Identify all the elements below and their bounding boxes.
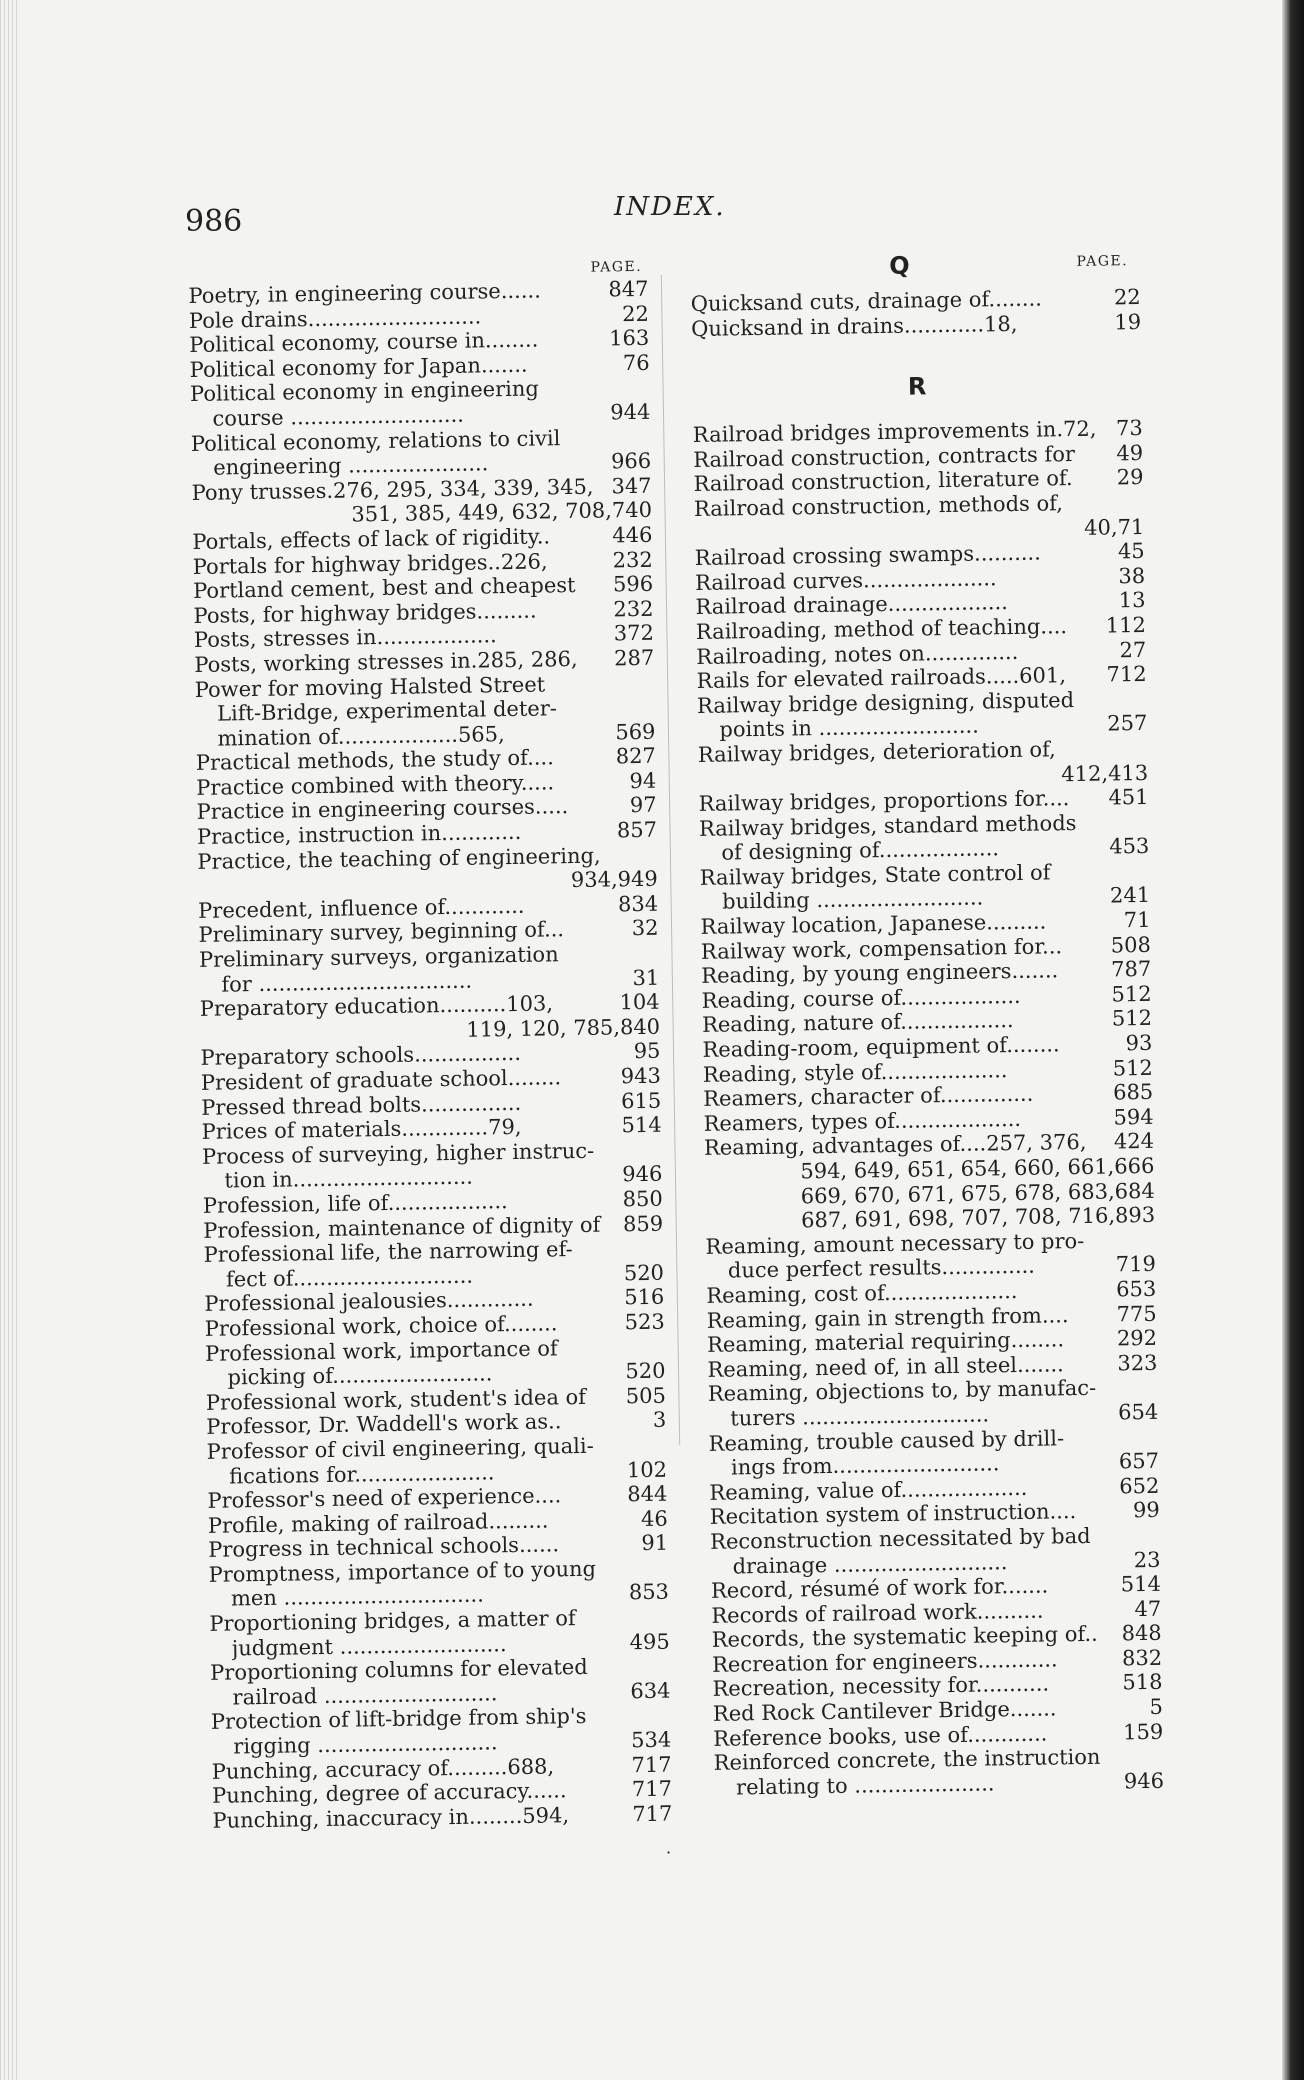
section-letter-q: Q <box>889 251 912 280</box>
index-entry-page: 22 <box>621 301 650 326</box>
index-entry-text: of designing of.................. <box>721 836 1000 865</box>
index-entry-text: points in ........................ <box>719 713 979 742</box>
index-entry-text: Reamers, types of................... <box>703 1106 1022 1136</box>
index-entry-text: Recreation, necessity for........... <box>712 1672 1050 1702</box>
index-entry-page: 159 <box>1122 1719 1164 1745</box>
index-entry-text: 351, 385, 449, 632, 708, <box>351 498 613 527</box>
index-entry-text: Railroad bridges improvements in.72, <box>692 416 1097 448</box>
index-entry-page: 946 <box>622 1162 663 1187</box>
index-entry-page: 946 <box>1123 1768 1165 1794</box>
index-entry-text: Railroad curves.................... <box>694 565 997 595</box>
index-entry-text: Railway bridges, proportions for.... <box>698 786 1070 817</box>
book-spine-shadow <box>1282 0 1304 2080</box>
index-entry-text: Practice, instruction in............ <box>196 819 522 849</box>
index-entry-page: 76 <box>622 350 650 375</box>
index-entry-text: Railroad construction, contracts for <box>693 441 1076 472</box>
index-entry-page: 893 <box>1114 1203 1156 1228</box>
index-entry-page: 685 <box>1112 1080 1154 1105</box>
index-entry-page: 47 <box>1134 1596 1162 1621</box>
index-entry-page: 654 <box>1117 1399 1159 1425</box>
index-entry-text: Prices of materials.............79, <box>201 1115 522 1145</box>
index-entry-page: 516 <box>624 1284 665 1310</box>
index-entry-page: 32 <box>631 916 659 941</box>
index-entry-text: Proportioning bridges, a matter of <box>209 1606 576 1636</box>
index-entry-page: 684 <box>1114 1178 1155 1204</box>
index-entry-text: 594, 649, 651, 654, 660, 661, <box>800 1154 1115 1184</box>
index-entry-page: 91 <box>641 1530 669 1556</box>
index-entry-page: 740 <box>611 498 653 523</box>
index-entry-page: 634 <box>630 1678 671 1704</box>
index-entry-text: Proportioning columns for elevated <box>209 1655 588 1686</box>
running-head: INDEX. <box>614 192 726 222</box>
index-entry-page: 859 <box>622 1211 664 1236</box>
index-entry-page: 241 <box>1109 883 1151 908</box>
index-entry-text: President of graduate school........ <box>200 1065 562 1095</box>
index-entry-text: Recreation for engineers............ <box>711 1647 1058 1677</box>
index-entry-page: 853 <box>628 1580 670 1605</box>
index-entry-text: Practice, the teaching of engineering, <box>197 843 601 874</box>
index-entry-text: Reaming, gain in strength from.... <box>706 1302 1069 1333</box>
index-entry-page: 347 <box>611 473 652 499</box>
index-entry-text: Railway bridges, standard methods <box>698 810 1077 841</box>
index-entry-text: Reaming, trouble caused by drill- <box>708 1425 1065 1456</box>
index-entry-text: Pole drains.......................... <box>188 303 482 333</box>
index-entry-text: Professor, Dr. Waddell's work as.. <box>206 1409 562 1440</box>
index-entry-page: 534 <box>630 1727 672 1753</box>
index-entry-page: 857 <box>616 817 658 843</box>
index-entry-text: Railroad crossing swamps.......... <box>694 540 1041 571</box>
index-entry-page: 717 <box>631 1752 672 1777</box>
index-entry-list-r <box>693 416 1165 1800</box>
index-entry-page: 834 <box>617 891 659 917</box>
index-entry-page: 73 <box>1115 416 1143 441</box>
index-entry-text: Profession, maintenance of dignity of <box>203 1212 601 1243</box>
index-entry-text: Precedent, influence of............ <box>198 893 525 923</box>
index-entry-text: Reamers, character of.............. <box>703 1081 1034 1112</box>
index-entry-page: 112 <box>1105 612 1147 638</box>
index-entry-page: 827 <box>615 743 657 769</box>
index-entry-text: Quicksand cuts, drainage of........ <box>690 286 1043 316</box>
index-entry-page: 71 <box>1117 514 1145 539</box>
index-entry-page: 95 <box>633 1039 661 1064</box>
index-entry-text: fect of........................... <box>225 1263 474 1292</box>
index-entry-page: 257 <box>1107 711 1148 736</box>
index-entry-text: Recitation system of instruction.... <box>709 1499 1077 1530</box>
index-entry-page: 102 <box>626 1457 668 1482</box>
index-entry-text: Railway work, compensation for... <box>700 933 1063 964</box>
section-letter-r: R <box>907 372 927 401</box>
index-entry-text: Reference books, use of............ <box>713 1721 1048 1751</box>
index-entry-page: 844 <box>627 1481 668 1507</box>
index-entry-text: Process of surveying, higher instruc- <box>201 1138 595 1169</box>
index-entry-text: Portals for highway bridges..226, <box>192 548 548 579</box>
index-entry-text: picking of........................ <box>227 1361 493 1390</box>
index-entry-page: 569 <box>615 719 656 745</box>
index-entry-text: tion in........................... <box>224 1165 474 1193</box>
index-entry-page: 520 <box>623 1260 665 1286</box>
index-entry-page: 523 <box>624 1309 665 1335</box>
index-entry-page: 943 <box>620 1063 662 1089</box>
index-entry-text: Political economy in engineering <box>189 376 540 407</box>
index-entry-text: Railroad drainage.................. <box>695 590 1009 620</box>
index-entry-page: 949 <box>617 866 658 892</box>
index-entry-page: 5 <box>1149 1694 1164 1720</box>
index-entry-text: 934, <box>570 867 618 893</box>
index-entry-text: Record, résumé of work for....... <box>710 1573 1049 1603</box>
index-entry-text: Portland cement, best and cheapest <box>192 573 576 604</box>
index-entry-text: Reconstruction necessitated by bad <box>710 1523 1091 1554</box>
index-entry-page: 49 <box>1116 440 1144 466</box>
index-entry-page: 27 <box>1119 637 1147 662</box>
index-entry-text: mination of..................565, <box>217 721 505 751</box>
index-entry-page: 944 <box>610 399 651 425</box>
index-entry-text: Professional work, importance of <box>204 1335 558 1366</box>
index-entry-text: Reaming, value of................... <box>709 1475 1028 1505</box>
index-entry-page: 71 <box>1123 907 1151 933</box>
index-entry-page: 453 <box>1109 834 1150 859</box>
page-column-heading-label: PAGE. <box>1076 253 1129 270</box>
index-entry-page: 518 <box>1122 1670 1163 1695</box>
index-entry-page: 45 <box>1117 539 1145 564</box>
index-entry-page: 99 <box>1132 1498 1160 1523</box>
index-entry-text: Reinforced concrete, the instruction <box>713 1744 1101 1776</box>
index-entry-page: 22 <box>1113 284 1141 310</box>
index-entry-text: 669, 670, 671, 675, 678, 683, <box>800 1179 1115 1208</box>
index-entry-text: Preliminary surveys, organization <box>198 942 559 972</box>
index-entry-text: Railroad construction, methods of, <box>693 491 1064 521</box>
index-entry-text: Preliminary survey, beginning of... <box>198 917 565 948</box>
index-entry-page: 848 <box>1121 1621 1162 1646</box>
index-entry-text: Poetry, in engineering course...... <box>188 278 541 308</box>
index-entry-page: 38 <box>1118 563 1146 589</box>
index-entry-text: relating to ..................... <box>735 1771 995 1800</box>
index-entry-text: Lift-Bridge, experimental deter- <box>216 696 558 726</box>
index-entry-page: 514 <box>1120 1571 1162 1597</box>
index-entry-page: 512 <box>1112 1055 1153 1081</box>
index-entry-text: rigging ........................... <box>233 1730 498 1759</box>
index-entry-text: ings from......................... <box>730 1451 1000 1480</box>
index-entry-page: 847 <box>608 276 649 302</box>
index-entry-text: 412, <box>1061 760 1109 786</box>
index-entry-page: 652 <box>1119 1473 1160 1499</box>
index-entry-list-q <box>691 285 1142 341</box>
index-entry-text: Pressed thread bolts............... <box>201 1090 522 1120</box>
index-entry-page: 717 <box>631 1776 673 1802</box>
index-entry-text: Reading, by young engineers....... <box>701 958 1059 989</box>
index-entry-page: 292 <box>1116 1325 1158 1351</box>
index-entry-text: Reaming, need of, in all steel....... <box>707 1352 1064 1382</box>
index-entry-page: 508 <box>1110 932 1152 958</box>
index-entry-text: Reading, style of................... <box>702 1057 1008 1087</box>
index-entry-page: 966 <box>610 448 652 474</box>
index-entry-text: Railway bridge designing, disputed <box>696 687 1075 718</box>
index-entry-page: 413 <box>1107 760 1149 785</box>
index-entry-page: 657 <box>1118 1448 1160 1474</box>
index-entry-text: duce perfect results.............. <box>727 1254 1036 1283</box>
index-entry-text: Records of railroad work.......... <box>711 1598 1044 1628</box>
index-entry-page: 495 <box>629 1629 670 1654</box>
page-edge-lines <box>0 0 18 2080</box>
index-entry-page: 451 <box>1108 784 1149 810</box>
index-entry-text: Reading, course of.................. <box>701 983 1021 1013</box>
index-entry-text: Railroading, notes on.............. <box>696 639 1019 669</box>
index-entry-text: 40, <box>1083 514 1118 540</box>
index-column-right <box>690 249 1164 1800</box>
index-entry-page: 719 <box>1115 1252 1157 1277</box>
index-entry-list <box>188 277 672 1833</box>
index-entry-text: Railway bridges, deterioration of, <box>697 737 1056 767</box>
index-entry-page: 46 <box>640 1506 668 1531</box>
index-entry-page: 520 <box>625 1358 666 1384</box>
index-entry-page: 31 <box>632 965 660 990</box>
index-entry-text: Records, the systematic keeping of.. <box>711 1622 1098 1653</box>
index-entry-text: judgment ......................... <box>231 1631 507 1661</box>
index-entry-page: 514 <box>621 1112 662 1138</box>
index-entry-text: Political economy, course in........ <box>189 327 539 358</box>
index-entry-page: 832 <box>1121 1645 1163 1671</box>
index-entry-text: Professional work, student's idea of <box>205 1384 587 1415</box>
index-entry-text: Professional life, the narrowing ef- <box>203 1237 573 1268</box>
index-entry-text: Profile, making of railroad......... <box>207 1508 549 1538</box>
index-entry-page: 594 <box>1113 1104 1154 1130</box>
index-entry-page: 505 <box>625 1383 667 1408</box>
index-entry-text: Promptness, importance of to young <box>208 1556 597 1587</box>
index-entry-text: Posts, for highway bridges......... <box>193 598 537 628</box>
index-entry-page: 94 <box>629 768 657 794</box>
index-entry-page: 712 <box>1106 662 1147 687</box>
index-entry-page: 29 <box>1116 465 1144 490</box>
index-entry-text: Reaming, amount necessary to pro- <box>705 1228 1085 1259</box>
index-entry-text: fications for..................... <box>228 1459 495 1489</box>
index-entry-text: Railway location, Japanese......... <box>700 909 1047 939</box>
page-column-heading <box>690 249 1140 278</box>
index-entry-page: 775 <box>1116 1301 1157 1326</box>
index-entry-page: 104 <box>619 989 660 1015</box>
index-entry-text: Reaming, advantages of....257, 376, <box>703 1130 1087 1161</box>
index-entry-text: Railroading, method of teaching.... <box>695 614 1068 644</box>
index-entry-text: for ................................ <box>221 968 473 997</box>
index-column-left <box>188 255 673 1833</box>
index-entry-text: 687, 691, 698, 707, 708, 716, <box>800 1203 1116 1233</box>
index-entry-text: Political economy for Japan....... <box>189 352 528 382</box>
index-entry-page: 97 <box>629 793 657 818</box>
index-entry-text: building ......................... <box>721 885 984 915</box>
index-entry-text: Protection of lift-bridge from ship's <box>210 1704 587 1735</box>
index-entry-page: 232 <box>612 547 653 572</box>
index-entry-text: Reaming, objections to, by manufac- <box>707 1376 1097 1407</box>
index-entry-text: Practical methods, the study of.... <box>195 745 554 776</box>
page-column-heading: PAGE. <box>590 258 643 276</box>
index-entry-page: 3 <box>652 1407 667 1433</box>
index-entry-page: 23 <box>1133 1547 1161 1572</box>
index-entry-page: 424 <box>1113 1129 1155 1154</box>
index-entry-text: Rails for elevated railroads.....601, <box>696 663 1067 694</box>
index-entry-text: 119, 120, 785, <box>466 1015 621 1042</box>
index-entry-page: 512 <box>1111 981 1152 1007</box>
index-entry-text: Portals, effects of lack of rigidity.. <box>192 524 551 554</box>
index-entry-text: Posts, stresses in.................. <box>193 623 497 653</box>
index-entry-page: 653 <box>1116 1276 1157 1302</box>
stray-mark: · <box>666 1843 672 1862</box>
index-entry-text: Punching, inaccuracy in........594, <box>212 1803 570 1833</box>
index-entry-text: Railroad construction, literature of. <box>693 466 1073 497</box>
index-entry-text: men .............................. <box>230 1582 484 1611</box>
index-entry-page: 232 <box>613 596 654 622</box>
index-entry-page: 93 <box>1125 1030 1153 1056</box>
index-entry-text: Punching, accuracy of.........688, <box>211 1754 555 1784</box>
index-entry-text: Power for moving Halsted Street <box>194 671 546 702</box>
index-entry-text: Professional work, choice of........ <box>204 1311 558 1341</box>
index-entry-text: Profession, life of.................. <box>202 1189 508 1218</box>
index-entry-text: Reading-room, equipment of........ <box>702 1032 1060 1062</box>
index-entry-text: railroad .......................... <box>232 1681 498 1710</box>
index-entry-text: Practice in engineering courses..... <box>196 794 569 825</box>
index-entry-page: 717 <box>632 1801 673 1827</box>
index-entry-text: Pony trusses.276, 295, 334, 339, 345, <box>191 474 594 505</box>
index-entry-text: Reading, nature of................. <box>701 1008 1014 1038</box>
index-entry-text: Practice combined with theory..... <box>196 770 555 800</box>
index-entry-page: 666 <box>1114 1153 1155 1179</box>
index-entry-text: Quicksand in drains............18, <box>690 311 1018 341</box>
index-entry-page: 512 <box>1111 1006 1153 1031</box>
index-entry-text: Reaming, material requiring........ <box>706 1327 1065 1358</box>
index-entry-text: Preparatory schools................ <box>200 1041 522 1071</box>
index-entry-page: 446 <box>612 522 653 548</box>
index-entry-page: 323 <box>1117 1350 1158 1376</box>
index-entry-page: 372 <box>613 621 655 646</box>
index-entry-page: 615 <box>620 1088 662 1113</box>
page-number: 986 <box>185 204 243 239</box>
index-entry-page: 287 <box>613 645 655 671</box>
index-entry-text: Railway bridges, State control of <box>699 860 1051 890</box>
index-entry-text: drainage .......................... <box>732 1549 1008 1578</box>
index-entry-text: course .......................... <box>212 402 465 431</box>
index-entry-text: Punching, degree of accuracy...... <box>211 1778 567 1809</box>
index-entry-text: Professional jealousies............. <box>204 1287 534 1317</box>
index-entry-text: Professor of civil engineering, quali- <box>206 1433 594 1464</box>
index-entry-page: 163 <box>608 325 650 351</box>
index-entry-text: Posts, working stresses in.285, 286, <box>194 646 578 677</box>
index-entry-text: Red Rock Cantilever Bridge....... <box>712 1696 1057 1726</box>
index-entry-text: Reaming, cost of.................... <box>706 1278 1018 1308</box>
index-entry-text: Preparatory education..........103, <box>199 991 554 1022</box>
index-entry-page: 19 <box>1114 309 1142 334</box>
index-entry-page: 596 <box>612 571 654 597</box>
index-entry-page: 840 <box>619 1014 661 1040</box>
index-entry-page: 787 <box>1110 957 1152 982</box>
index-entry-text: Progress in technical schools...... <box>208 1532 560 1563</box>
index-entry-page: 850 <box>622 1186 663 1212</box>
index-entry-text: Political economy, relations to civil <box>190 425 561 456</box>
index-entry-text: Professor's need of experience.... <box>207 1483 562 1513</box>
index-entry-page: 13 <box>1118 588 1146 613</box>
index-entry-text: turers ............................ <box>730 1402 990 1431</box>
index-entry-text: engineering ..................... <box>213 451 489 480</box>
